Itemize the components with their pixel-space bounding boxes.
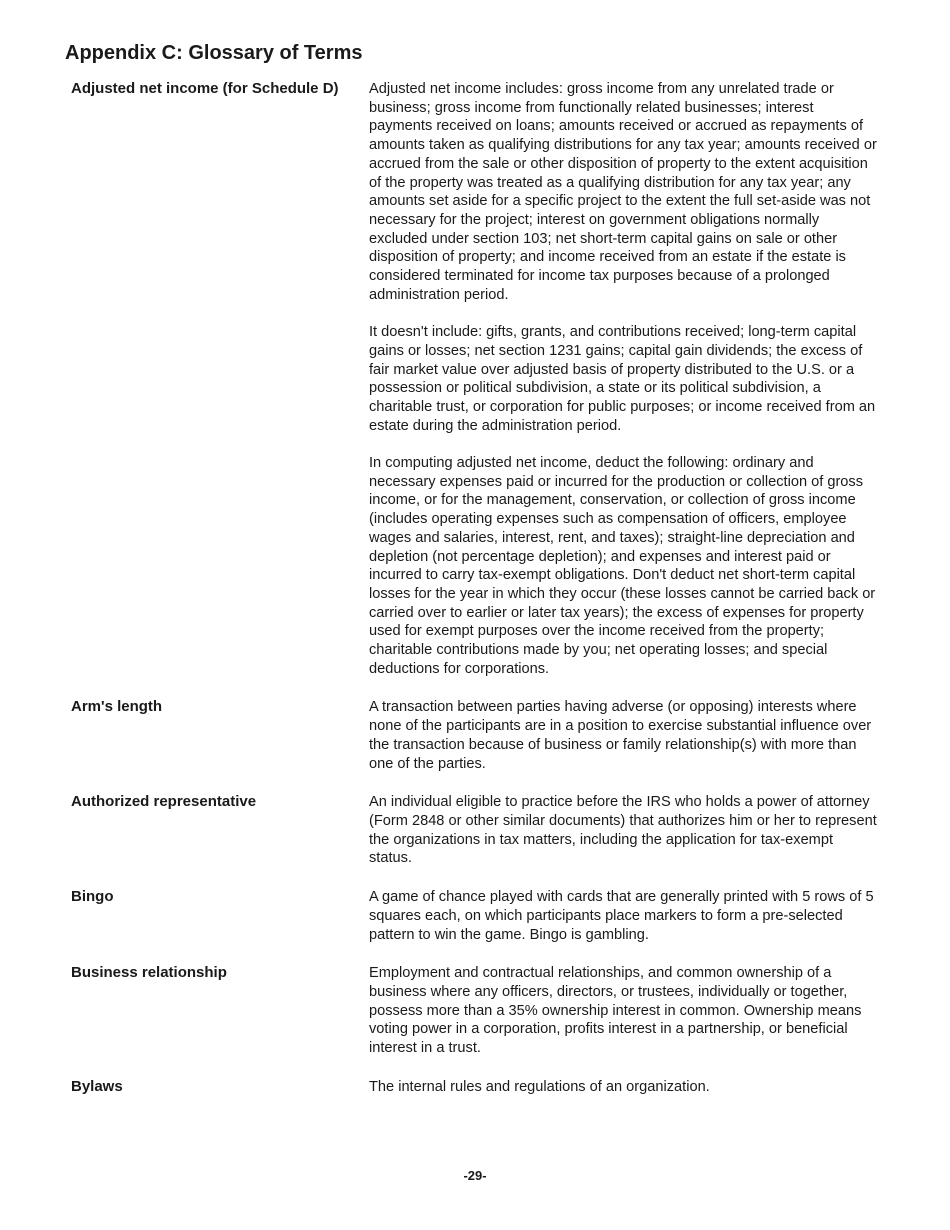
glossary-definition: [369, 888, 877, 944]
glossary-definition: [369, 964, 877, 1058]
glossary-definition: [369, 80, 877, 678]
glossary-entry-arms-length: [71, 698, 881, 773]
glossary-definition: [369, 698, 877, 773]
definition-paragraph: A game of chance played with cards that are generally printed with 5 rows of 5 squares each, on which participants place markers to form a pre-selected pattern to win the game. Bingo is gambling.: [369, 889, 874, 943]
glossary-term: Bingo: [71, 888, 114, 906]
glossary-term: Arm's length: [71, 698, 163, 716]
page-title: Appendix C: Glossary of Terms: [65, 42, 363, 64]
definition-paragraph: Employment and contractual relationships, and common ownership of a business where any officers, directors, or trustees, individually or together, possess more than a 35% ownership interest in common. Ownership means voting power in a corporation, profits interest in a partnership, or beneficial interest in a trust.: [369, 965, 862, 1057]
glossary-entry-authorized-representative: [71, 793, 881, 868]
glossary-entry-adjusted-net-income: [71, 80, 881, 678]
glossary-definition: [369, 793, 877, 868]
definition-paragraph: An individual eligible to practice before the IRS who holds a power of attorney (Form 2848 or other similar documents) that authorizes him or her to represent the organizations in tax matters, including the application for tax-exempt status.: [369, 794, 877, 867]
glossary-entry-bingo: [71, 888, 881, 944]
glossary-term: Authorized representative: [71, 793, 257, 811]
definition-paragraph: Adjusted net income includes: gross income from any unrelated trade or business; gross income from functionally related businesses; interest payments received on loans; amounts received or accrued as repayments of amounts taken as qualifying distributions for any tax year; amounts received or accrued from the sale or other disposition of property to the extent acquisition of the property was treated as a qualifying distribution for any tax year; any amounts set aside for a specific project to the extent the full set-aside was not necessary for the project; interest on government obligations normally excluded under section 103; net short-term capital gains on sale or other disposition of property; and income received from an estate if the estate is considered terminated for income tax purposes because of a prolonged administration period.: [369, 81, 877, 303]
glossary-entry-bylaws: [71, 1078, 881, 1097]
glossary-term: Bylaws: [71, 1077, 123, 1095]
page-number: -29-: [463, 1168, 487, 1183]
glossary-term: Adjusted net income (for Schedule D): [71, 80, 339, 97]
glossary-definition: [369, 1078, 877, 1097]
glossary-list: [71, 80, 881, 1116]
definition-paragraph: A transaction between parties having adverse (or opposing) interests where none of the participants are in a position to exercise substantial influence over the transaction because of business or family relationship(s) with more than one of the parties.: [369, 699, 872, 772]
definition-paragraph: In computing adjusted net income, deduct the following: ordinary and necessary expenses paid or incurred for the production or collection of gross income, or for the management, conservation, or collection of gross income (includes operating expenses such as compensation of officers, employee wages and salaries, interest, rent, and taxes); straight-line depreciation and depletion (not percentage depletion); and expenses and interest paid or incurred to carry tax-exempt obligations. Don't deduct net short-term capital losses for the year in which they occur (these losses cannot be carried back or carried over to earlier or later tax years); the excess of expenses for property used for exempt purposes over the income received from the property; charitable contributions made by you; net operating losses; and special deductions for corporations.: [369, 455, 876, 677]
definition-paragraph: It doesn't include: gifts, grants, and contributions received; long-term capital gains or losses; net section 1231 gains; capital gain dividends; the excess of fair market value over adjusted basis of property distributed to the U.S. or a possession or political subdivision, a state or its political subdivision, a charitable trust, or corporation for public purposes; or income received from an estate during the administration period.: [369, 324, 876, 434]
glossary-term: Business relationship: [71, 964, 227, 982]
glossary-entry-business-relationship: [71, 964, 881, 1058]
definition-paragraph: The internal rules and regulations of an organization.: [369, 1078, 710, 1095]
